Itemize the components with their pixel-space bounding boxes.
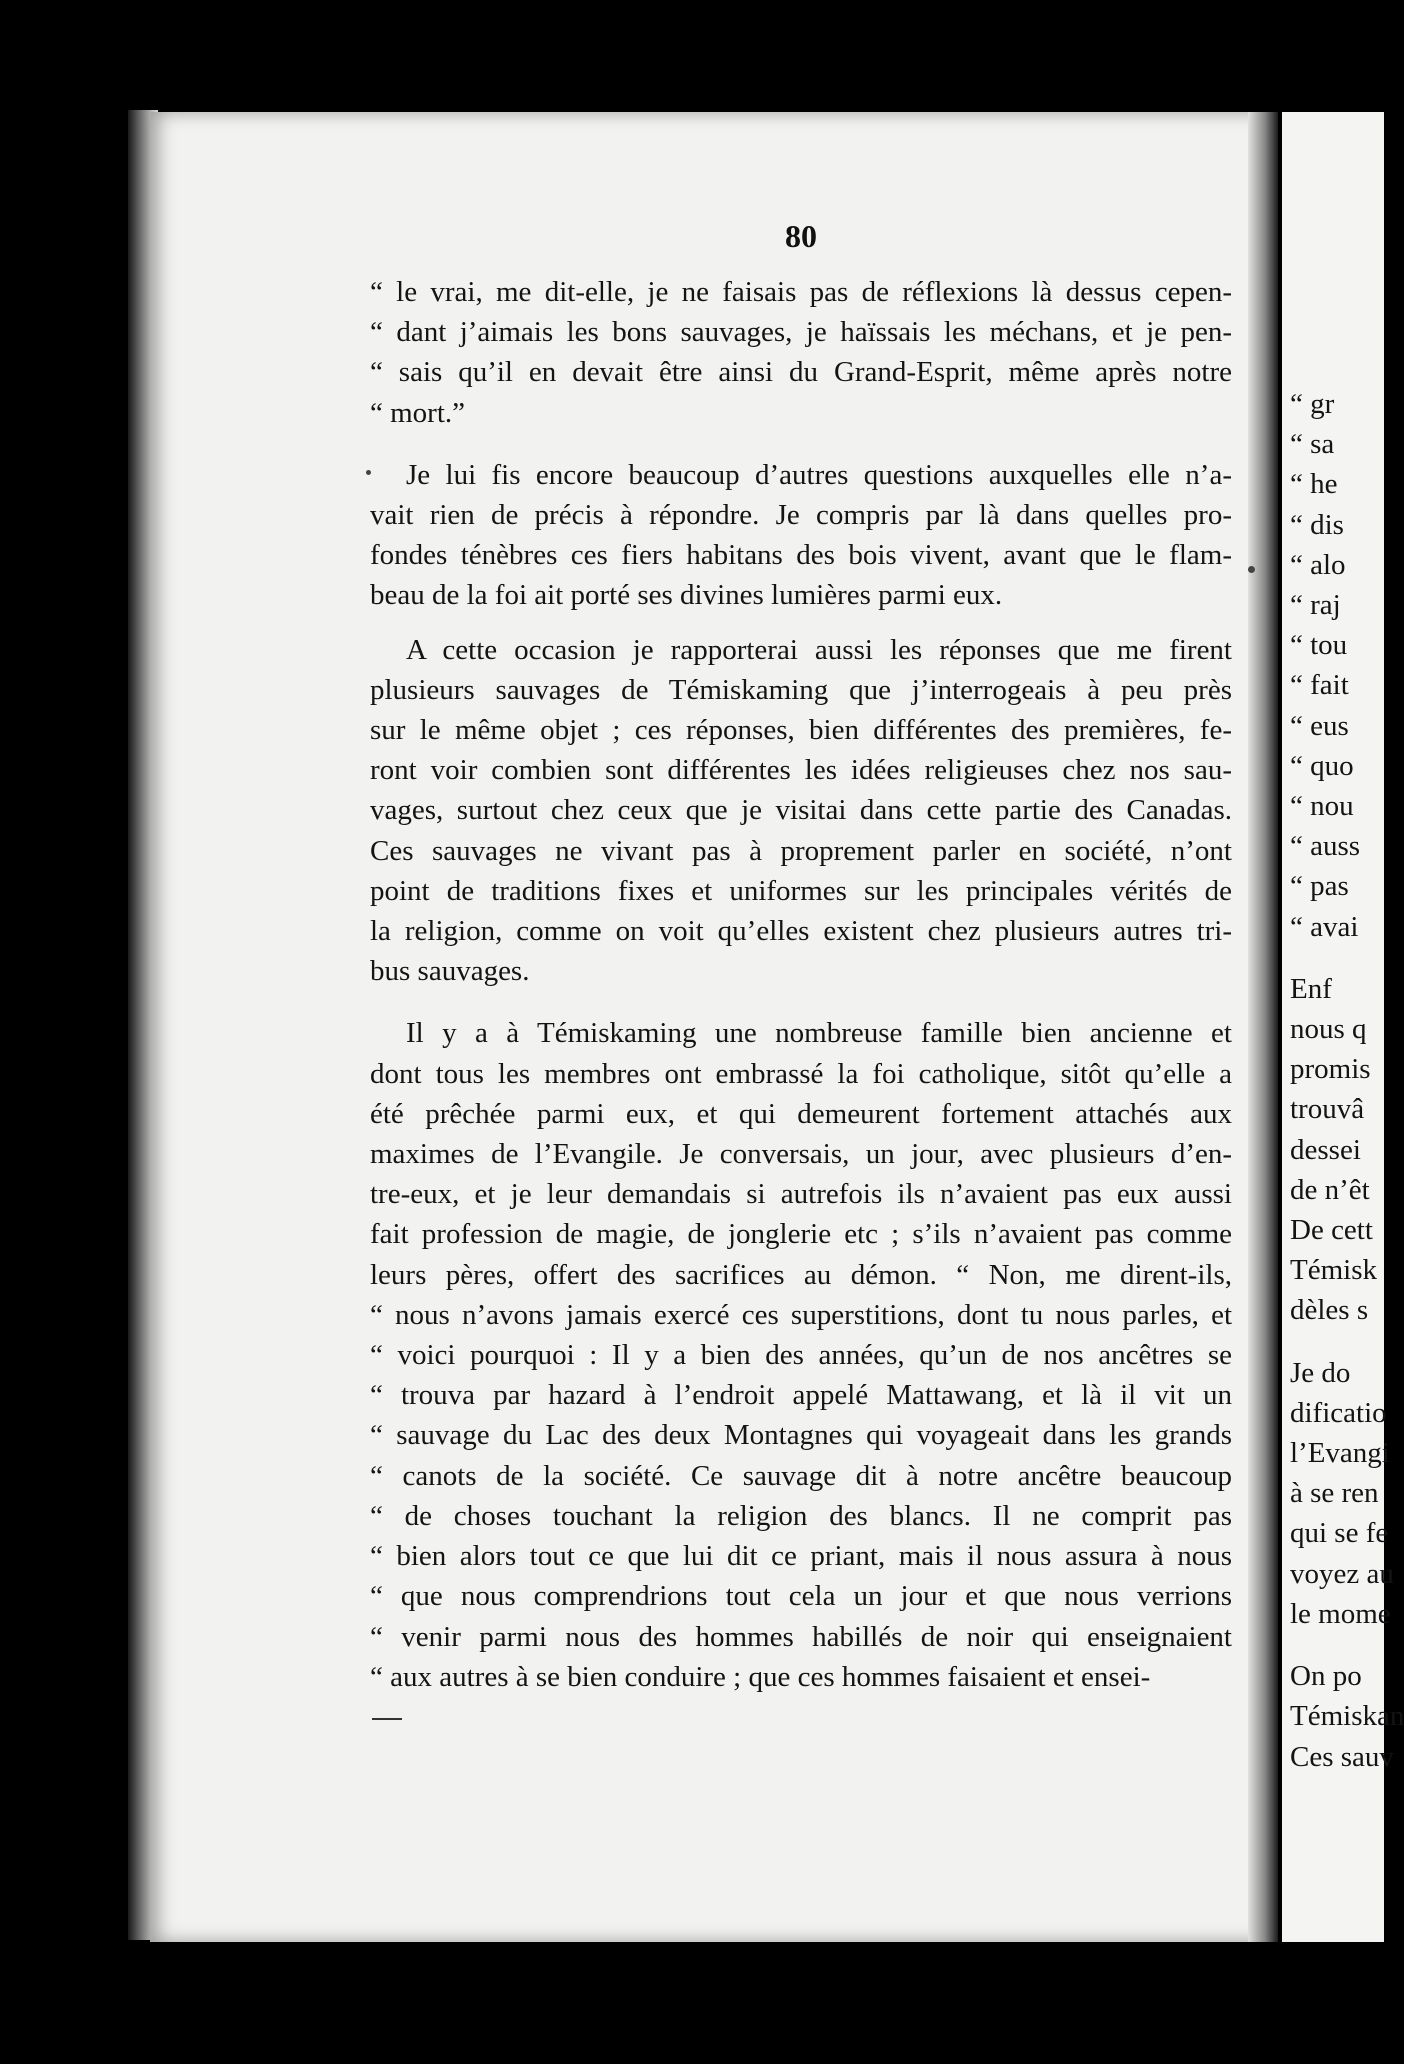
text-line: “ mort.” [370, 396, 466, 429]
text-line: “ canots de la société. Ce sauvage dit à notre ancêtre beaucoup [370, 1459, 1232, 1492]
text-line: “ dant j’aimais les bons sauvages, je haïssais les méchans, et je pen- [370, 316, 1232, 349]
text-line: fait profession de magie, de jonglerie etc ; s’ils n’avaient pas comme [370, 1218, 1232, 1251]
text-line: plusieurs sauvages de Témiskaming que j’interrogeais à peu près [370, 673, 1232, 706]
ink-speck [366, 470, 371, 475]
text-fragment: dessei [1290, 1133, 1361, 1166]
text-line: Ces sauvages ne vivant pas à proprement parler en société, n’ont [370, 834, 1232, 867]
text-fragment: “ avai [1290, 910, 1359, 943]
text-fragment: “ quo [1290, 749, 1354, 782]
text-line: point de traditions fixes et uniformes sur les principales vérités de [370, 874, 1232, 907]
paragraph [370, 455, 1232, 616]
text-fragment: “ gr [1290, 388, 1335, 420]
paragraph-gap [1290, 1634, 1390, 1656]
text-fragment: Témiskan [1290, 1700, 1404, 1733]
text-fragment: “ sa [1290, 428, 1335, 461]
paragraph-gap [1290, 1331, 1390, 1353]
text-line: ront voir combien sont différentes les idées religieuses chez nos sau- [370, 754, 1232, 787]
text-line: “ de choses touchant la religion des blancs. Il ne comprit pas [370, 1499, 1232, 1532]
text-fragment: Enf [1290, 972, 1332, 1005]
text-line: “ sais qu’il en devait être ainsi du Grand-Esprit, même après notre [370, 356, 1232, 389]
text-line: vages, surtout chez ceux que je visitai dans cette partie des Canadas. [370, 794, 1232, 827]
text-fragment: trouvâ [1290, 1093, 1365, 1126]
text-fragment: Témisk [1290, 1254, 1377, 1287]
text-line: été prêchée parmi eux, et qui demeurent fortement attachés aux [370, 1097, 1232, 1130]
text-fragment: de n’êt [1290, 1173, 1370, 1206]
text-line: leurs pères, offert des sacrifices au démon. “ Non, me dirent-ils, [370, 1258, 1232, 1291]
paragraph-gap [370, 616, 1232, 630]
paragraph [370, 630, 1232, 992]
text-fragment: promis [1290, 1053, 1371, 1086]
text-fragment: à se ren [1290, 1477, 1379, 1510]
text-line: bus sauvages. [370, 955, 530, 988]
text-line: “ le vrai, me dit-elle, je ne faisais pas de réflexions là dessus cepen- [370, 276, 1232, 308]
text-fragment: De cett [1290, 1214, 1373, 1247]
ink-speck [1248, 566, 1255, 573]
text-line: “ que nous comprendrions tout cela un jour et que nous verrions [370, 1580, 1232, 1613]
text-fragment: Je do [1290, 1356, 1351, 1389]
text-fragment: voyez au [1290, 1557, 1394, 1590]
text-line: dont tous les membres ont embrassé la foi catholique, sitôt qu’elle a [370, 1057, 1232, 1090]
paragraph-gap [370, 433, 1232, 455]
text-fragment: On po [1290, 1660, 1362, 1693]
text-fragment: dèles s [1290, 1294, 1369, 1327]
body-text [370, 272, 1232, 1697]
text-fragment: le mome [1290, 1597, 1391, 1630]
text-line: “ bien alors tout ce que lui dit ce priant, mais il nous assura à nous [370, 1540, 1232, 1573]
text-fragment: “ dis [1290, 508, 1344, 541]
text-fragment: “ he [1290, 468, 1338, 501]
text-fragment: “ tou [1290, 629, 1348, 662]
text-line: “ sauvage du Lac des deux Montagnes qui voyageait dans les grands [370, 1419, 1232, 1452]
footer-rule [372, 1718, 402, 1720]
text-line: Il y a à Témiskaming une nombreuse famille bien ancienne et [406, 1017, 1232, 1050]
paragraph-gap [1290, 947, 1390, 969]
text-fragment: “ nou [1290, 790, 1354, 823]
text-line: “ venir parmi nous des hommes habillés de noir qui enseignaient [370, 1620, 1232, 1653]
text-fragment: “ fait [1290, 669, 1349, 702]
text-fragment: qui se fe [1290, 1517, 1389, 1550]
text-fragment: “ eus [1290, 709, 1349, 742]
text-fragment: “ pas [1290, 870, 1349, 903]
text-line: “ nous n’avons jamais exercé ces superstitions, dont tu nous parles, et [370, 1298, 1232, 1331]
right-page-text [1290, 384, 1404, 1777]
text-line: vait rien de précis à répondre. Je compris par là dans quelles pro- [370, 499, 1232, 532]
text-line: maximes de l’Evangile. Je conversais, un jour, avec plusieurs d’en- [370, 1138, 1232, 1171]
right-page [1282, 112, 1404, 1942]
text-line: fondes ténèbres ces fiers habitans des bois vivent, avant que le flam- [370, 539, 1232, 572]
text-line: la religion, comme on voit qu’elles existent chez plusieurs autres tri- [370, 915, 1232, 948]
paragraph-gap [370, 991, 1232, 1013]
text-line: sur le même objet ; ces réponses, bien différentes des premières, fe- [370, 714, 1232, 747]
text-fragment: nous q [1290, 1013, 1367, 1046]
text-line: A cette occasion je rapporterai aussi les réponses que me firent [406, 633, 1232, 666]
text-line: Je lui fis encore beaucoup d’autres questions auxquelles elle n’a- [406, 458, 1232, 491]
page-number: 80 [785, 218, 817, 254]
text-fragment: “ raj [1290, 589, 1341, 622]
page-gutter [1248, 112, 1278, 1942]
text-line: tre-eux, et je leur demandais si autrefois ils n’avaient pas eux aussi [370, 1178, 1232, 1211]
text-fragment: Ces sauv [1290, 1740, 1394, 1773]
text-line: “ trouva par hazard à l’endroit appelé Mattawang, et là il vit un [370, 1379, 1232, 1412]
text-fragment: “ auss [1290, 830, 1361, 863]
paragraph [370, 272, 1232, 433]
text-line: “ aux autres à se bien conduire ; que ces hommes faisaient et ensei- [370, 1660, 1151, 1693]
paragraph [370, 1013, 1232, 1696]
text-fragment: l’Evangi [1290, 1437, 1390, 1470]
text-fragment: “ alo [1290, 548, 1346, 581]
text-fragment: dificatio [1290, 1396, 1387, 1429]
text-line: “ voici pourquoi : Il y a bien des années, qu’un de nos ancêtres se [370, 1339, 1232, 1372]
text-line: beau de la foi ait porté ses divines lumières parmi eux. [370, 579, 1003, 612]
